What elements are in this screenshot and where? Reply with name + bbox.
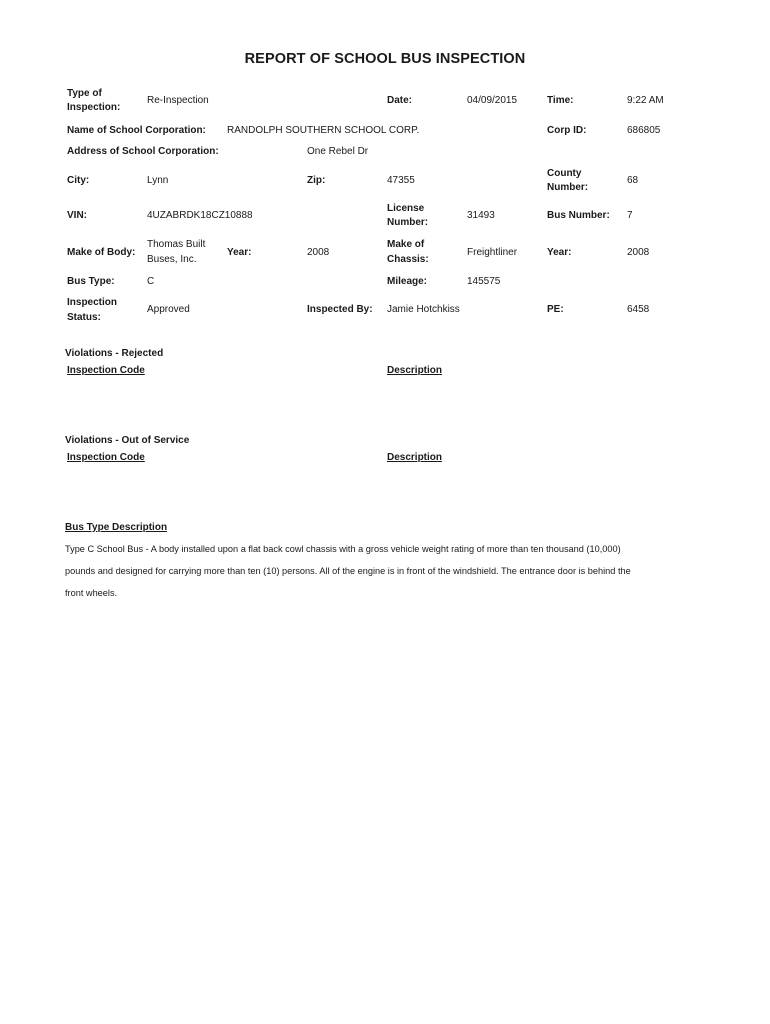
- vin-label: VIN:: [67, 210, 87, 221]
- rejected-inspection-code-header: Inspection Code: [67, 365, 145, 376]
- violations-out-of-service-heading: Violations - Out of Service: [65, 435, 190, 446]
- inspected-by-label: Inspected By:: [307, 304, 373, 315]
- zip-label: Zip:: [307, 175, 326, 186]
- make-of-chassis-value: Freightliner: [467, 247, 518, 258]
- license-number-label-line2: Number:: [387, 217, 429, 228]
- type-of-inspection-label-line1: Type of: [67, 88, 102, 99]
- chassis-year-label: Year:: [547, 247, 572, 258]
- inspection-status-label-line1: Inspection: [67, 297, 118, 308]
- bus-number-value: 7: [627, 210, 633, 221]
- date-label: Date:: [387, 95, 413, 106]
- corp-id-value: 686805: [627, 125, 661, 136]
- rejected-description-header: Description: [387, 365, 443, 376]
- make-of-body-value-line2: Buses, Inc.: [147, 254, 197, 265]
- address-label: Address of School Corporation:: [67, 146, 219, 157]
- chassis-year-value: 2008: [627, 247, 650, 258]
- address-value: One Rebel Dr: [307, 146, 369, 157]
- city-label: City:: [67, 175, 90, 186]
- make-of-body-label: Make of Body:: [67, 247, 136, 258]
- zip-value: 47355: [387, 175, 415, 186]
- bus-type-description-line2: pounds and designed for carrying more than ten (10) persons. All of the engine is in front of the windshield. The entrance door is behind the: [65, 566, 631, 576]
- mileage-value: 145575: [467, 276, 501, 287]
- body-year-value: 2008: [307, 247, 330, 258]
- report-title: REPORT OF SCHOOL BUS INSPECTION: [244, 51, 526, 67]
- violations-rejected-heading: Violations - Rejected: [65, 348, 164, 359]
- county-number-label-line2: Number:: [547, 182, 589, 193]
- make-of-body-value-line1: Thomas Built: [147, 239, 206, 250]
- type-of-inspection-label-line2: Inspection:: [67, 102, 121, 113]
- license-number-label-line1: License: [387, 203, 425, 214]
- type-of-inspection-value: Re-Inspection: [147, 95, 209, 106]
- license-number-value: 31493: [467, 210, 495, 221]
- make-of-chassis-label-line1: Make of: [387, 239, 425, 250]
- oos-description-header: Description: [387, 452, 443, 463]
- county-number-value: 68: [627, 175, 639, 186]
- time-label: Time:: [547, 95, 574, 106]
- pe-value: 6458: [627, 304, 650, 315]
- bus-type-description-line1: Type C School Bus - A body installed upon a flat back cowl chassis with a gross vehicle weight rating of more than ten thousand (10,000): [65, 544, 621, 554]
- vin-value: 4UZABRDK18CZ10888: [147, 210, 253, 221]
- inspection-status-label-line2: Status:: [67, 312, 101, 323]
- city-value: Lynn: [147, 175, 169, 186]
- body-year-label: Year:: [227, 247, 252, 258]
- date-value: 04/09/2015: [467, 95, 518, 106]
- bus-type-description-heading: Bus Type Description: [65, 522, 168, 533]
- bus-type-label: Bus Type:: [67, 276, 115, 287]
- inspection-status-value: Approved: [147, 304, 190, 315]
- make-of-chassis-label-line2: Chassis:: [387, 254, 429, 265]
- corporation-name-value: RANDOLPH SOUTHERN SCHOOL CORP.: [227, 125, 420, 136]
- corporation-name-label: Name of School Corporation:: [67, 125, 206, 136]
- inspected-by-value: Jamie Hotchkiss: [387, 304, 460, 315]
- oos-inspection-code-header: Inspection Code: [67, 452, 145, 463]
- mileage-label: Mileage:: [387, 276, 428, 287]
- bus-type-value: C: [147, 276, 155, 287]
- county-number-label-line1: County: [547, 168, 582, 179]
- pe-label: PE:: [547, 304, 564, 315]
- bus-type-description-line3: front wheels.: [65, 588, 118, 598]
- bus-number-label: Bus Number:: [547, 210, 610, 221]
- time-value: 9:22 AM: [627, 95, 664, 106]
- corp-id-label: Corp ID:: [547, 125, 587, 136]
